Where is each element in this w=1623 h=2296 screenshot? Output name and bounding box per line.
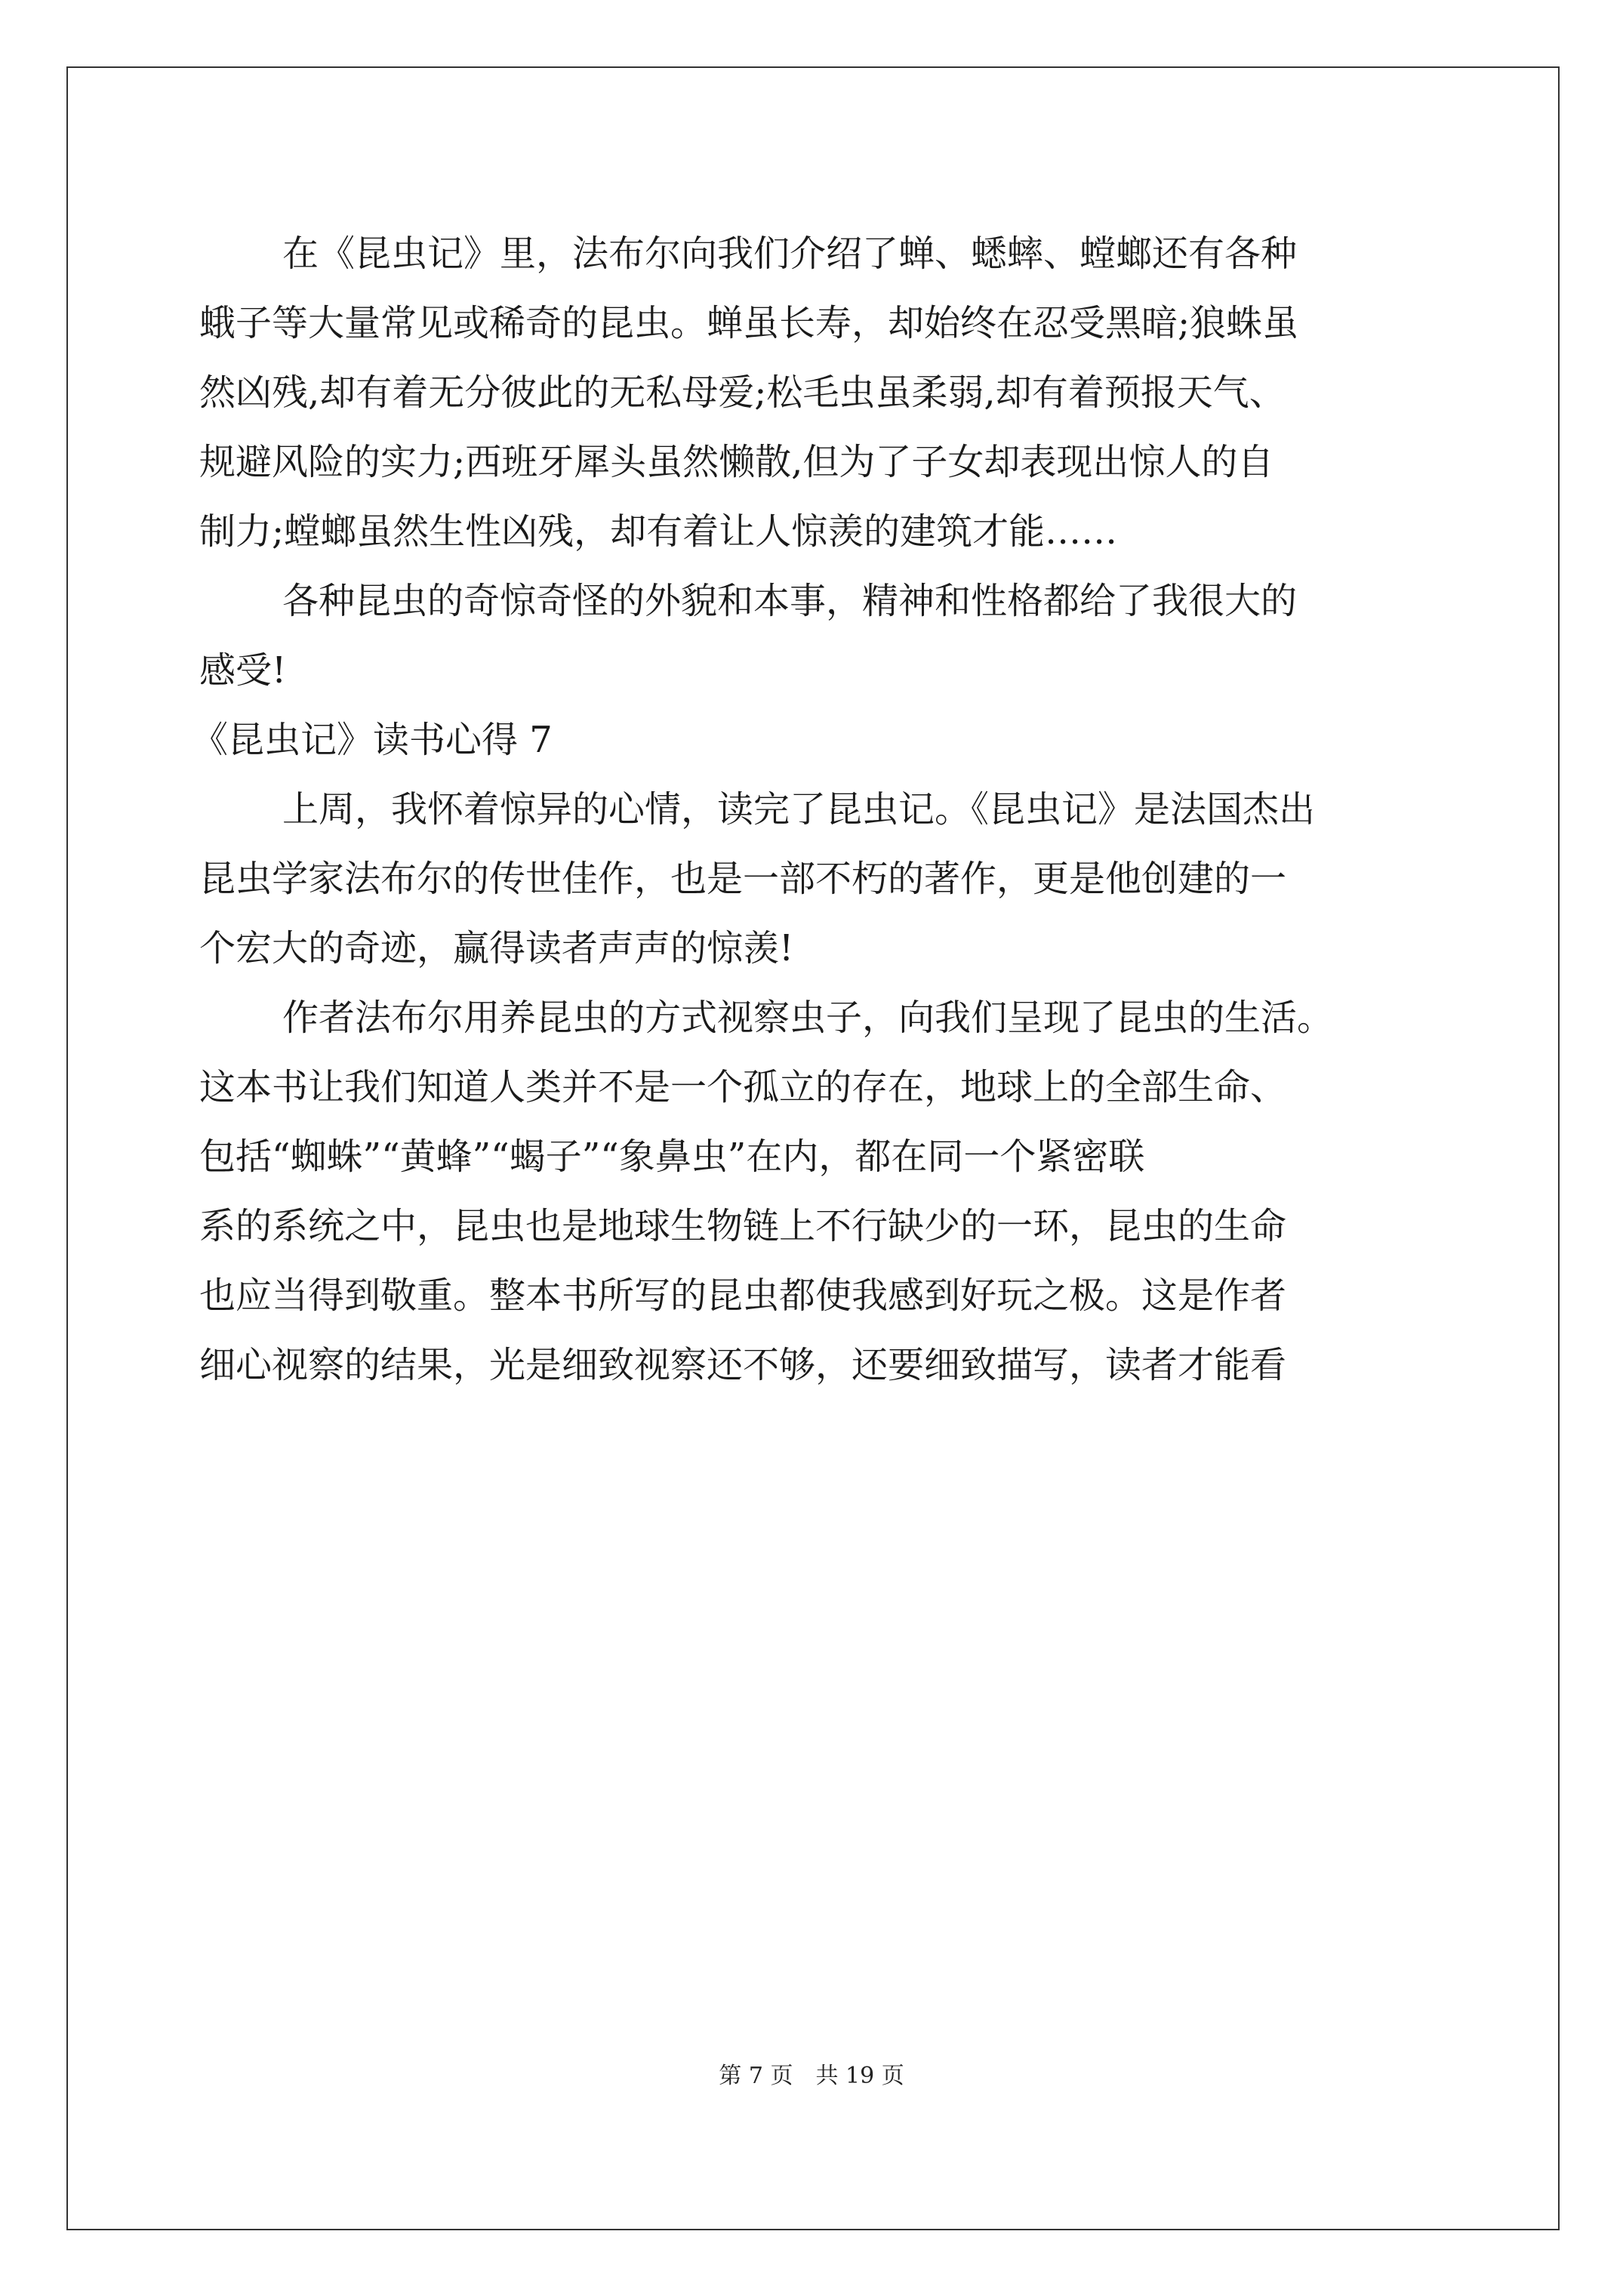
text-line: 规避风险的实力;西班牙犀头虽然懒散,但为了子女却表现出惊人的自 [199, 441, 1274, 483]
text-line: 作者法布尔用养昆虫的方式视察虫子，向我们呈现了昆虫的生活。 [282, 997, 1334, 1039]
text-line: 在《昆虫记》里，法布尔向我们介绍了蝉、蟋蟀、螳螂还有各种 [282, 233, 1298, 275]
document-body [192, 219, 1437, 1400]
text-line: 制力;螳螂虽然生性凶残，却有着让人惊羡的建筑才能…… [199, 510, 1118, 553]
section-heading: 《昆虫记》读书心得 7 [192, 719, 553, 761]
page-footer: 第 7 页 共 19 页 [719, 2063, 904, 2089]
text-line: 细心视察的结果，光是细致视察还不够，还要细致描写，读者才能看 [199, 1344, 1287, 1386]
text-line: 也应当得到敬重。整本书所写的昆虫都使我感到好玩之极。这是作者 [199, 1274, 1287, 1317]
text-line: 个宏大的奇迹，赢得读者声声的惊羡! [199, 927, 794, 969]
text-line: 感受! [199, 649, 287, 692]
text-line: 上周，我怀着惊异的心情，读完了昆虫记。《昆虫记》是法国杰出 [282, 788, 1316, 831]
text-line: 各种昆虫的奇惊奇怪的外貌和本事，精神和性格都给了我很大的 [282, 580, 1298, 622]
text-line: 系的系统之中，昆虫也是地球生物链上不行缺少的一环，昆虫的生命 [199, 1205, 1287, 1247]
text-line: 包括“蜘蛛”“黄蜂”“蝎子”“象鼻虫”在内，都在同一个紧密联 [199, 1136, 1145, 1178]
text-line: 然凶残,却有着无分彼此的无私母爱;松毛虫虽柔弱,却有着预报天气、 [199, 371, 1286, 414]
text-line: 蛾子等大量常见或稀奇的昆虫。蝉虽长寿，却始终在忍受黑暗;狼蛛虽 [199, 302, 1299, 344]
text-line: 昆虫学家法布尔的传世佳作，也是一部不朽的著作，更是他创建的一 [199, 858, 1287, 900]
text-line: 这本书让我们知道人类并不是一个孤立的存在，地球上的全部生命、 [199, 1066, 1287, 1108]
